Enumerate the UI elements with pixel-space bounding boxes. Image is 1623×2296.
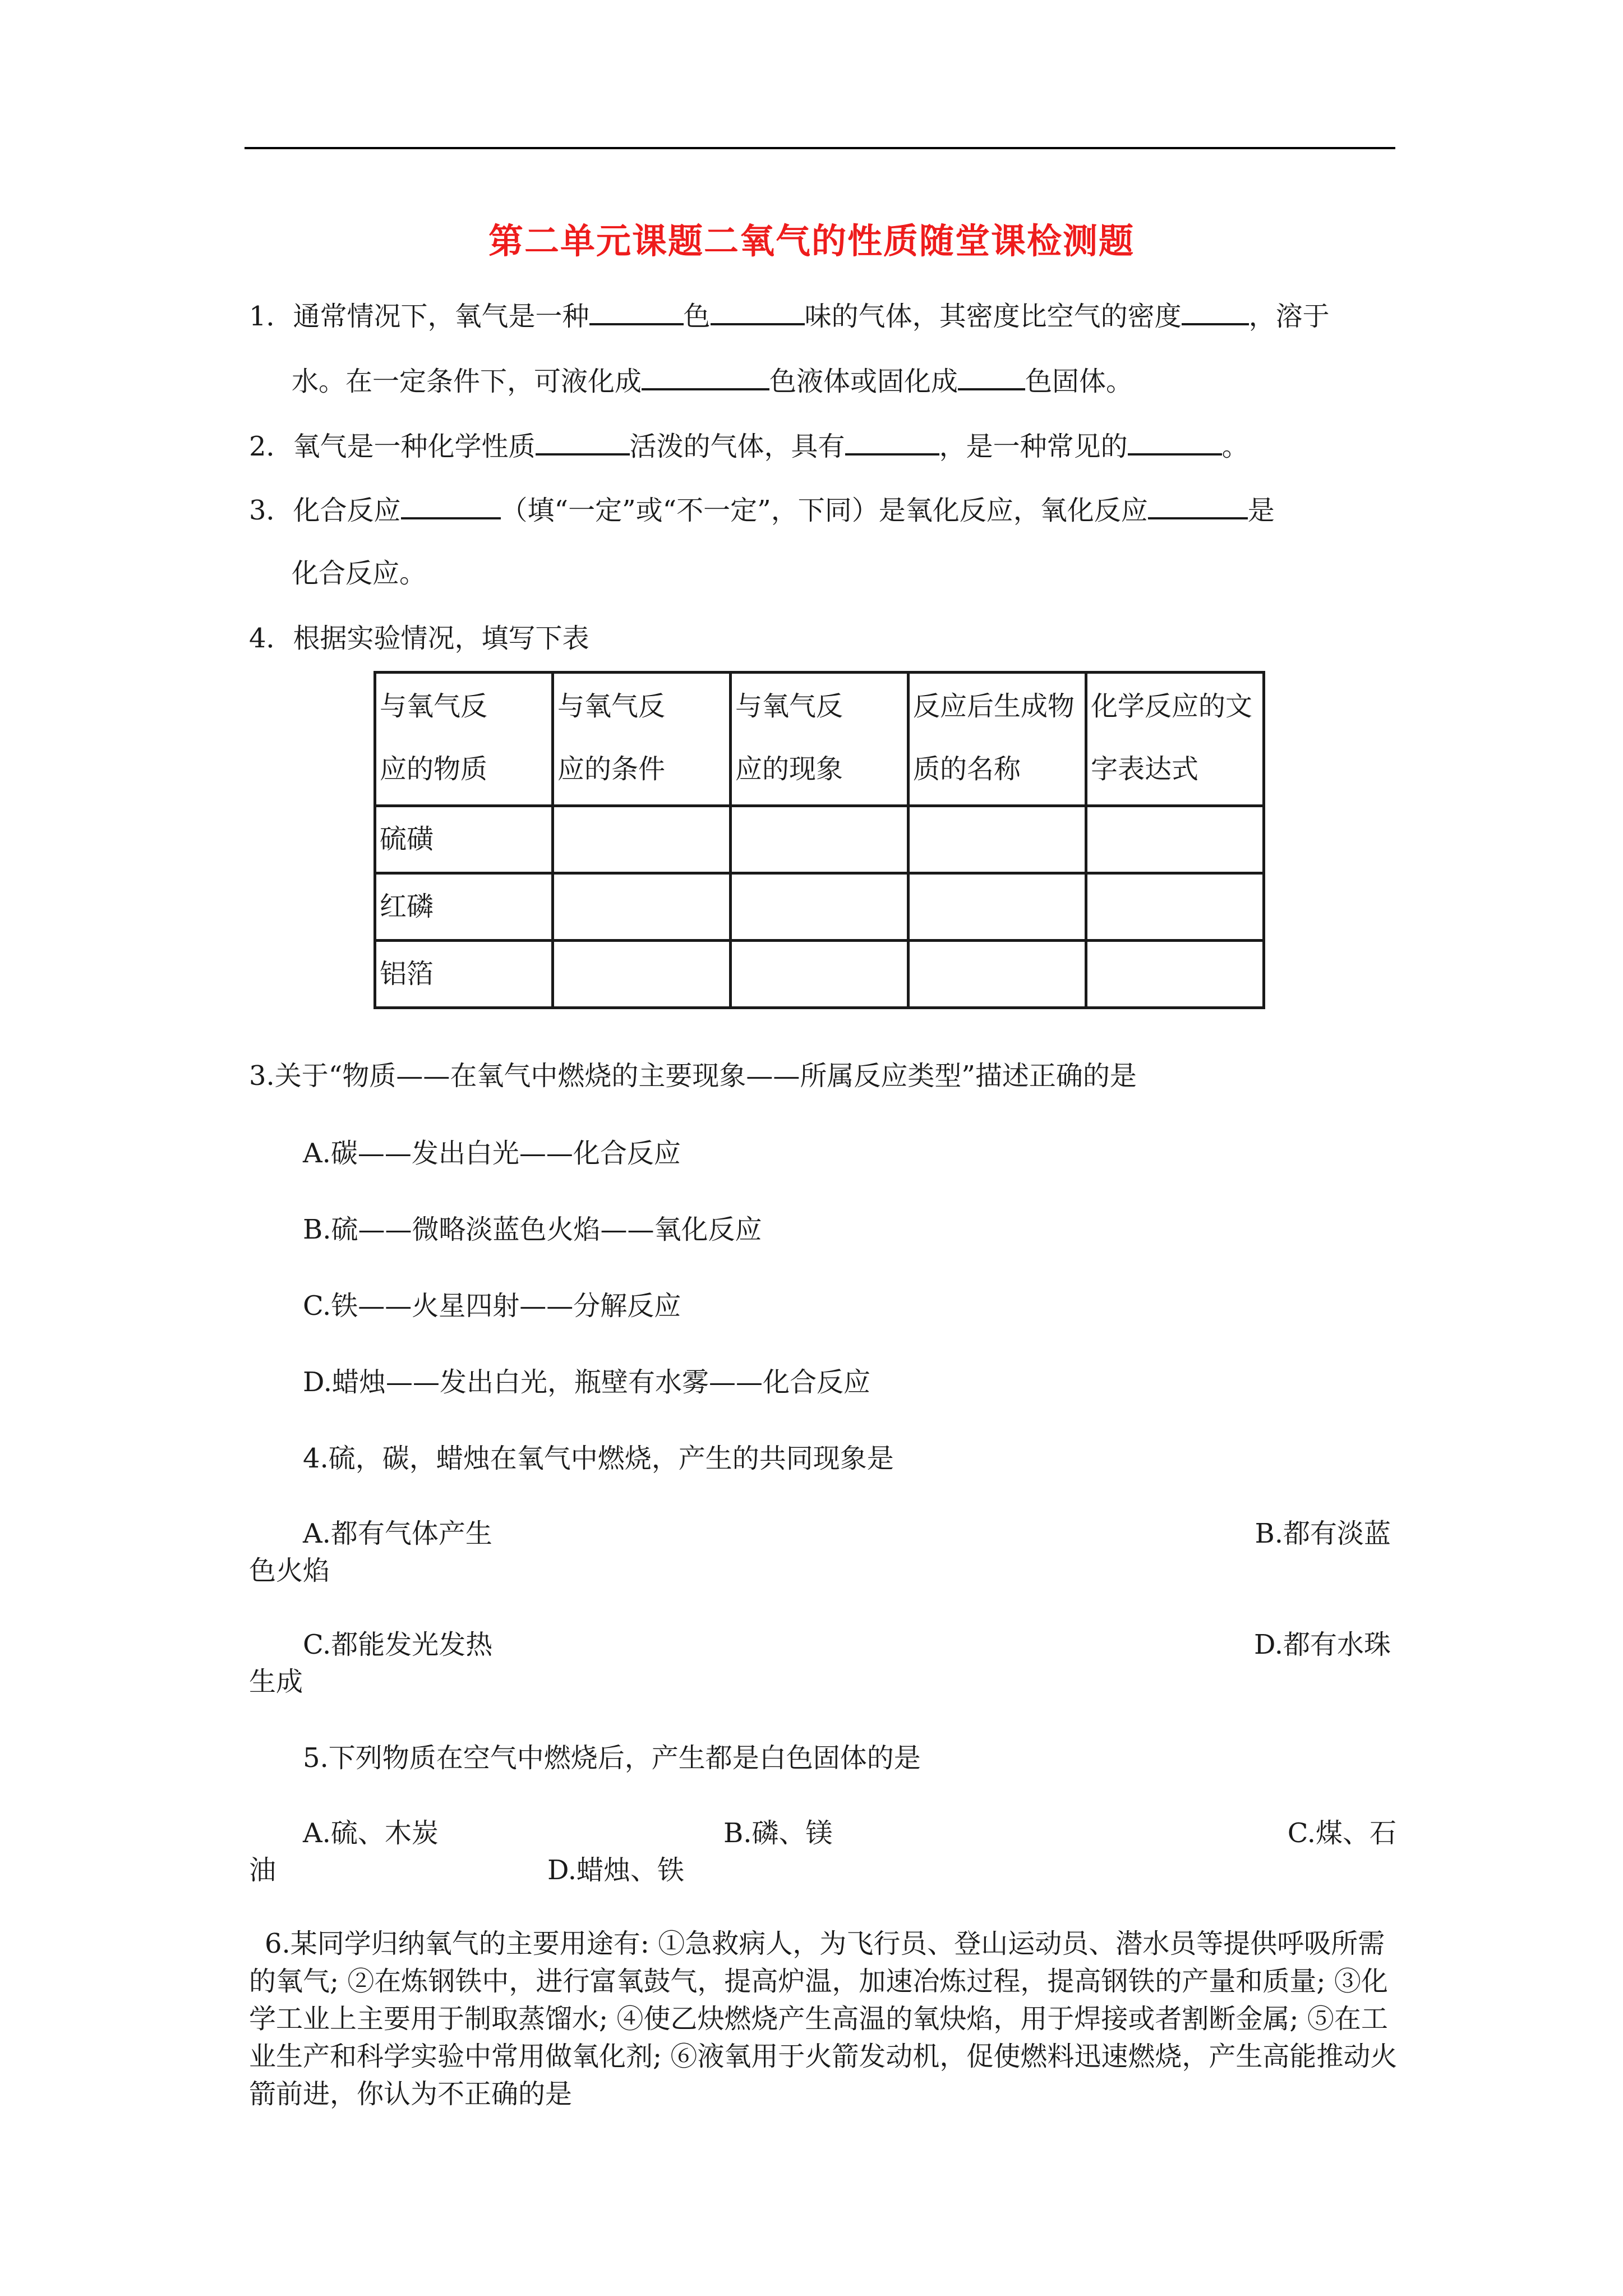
q1-text: 色固体。 bbox=[1025, 366, 1133, 397]
q3-blank-1[interactable] bbox=[401, 493, 501, 519]
experiment-table bbox=[374, 671, 1265, 1009]
mc5-option-d[interactable]: D.蜡烛、铁 bbox=[547, 1855, 685, 1886]
mc5-stem: 5.下列物质在空气中燃烧后，产生都是白色固体的是 bbox=[303, 1742, 921, 1774]
table-row bbox=[375, 873, 1264, 941]
question-4-intro: 4．根据实验情况，填写下表 bbox=[249, 623, 589, 654]
mc6-stem: 6.某同学归纳氧气的主要用途有: ①急救病人，为飞行员、登山运动员、潜水员等提供呼吸所需的氧气; ②在炼钢铁中，进行富氧鼓气，提高炉温，加速冶炼过程，提高钢铁的产量和质量; ③化学工业上主要用于制取蒸馏水; ④使乙炔燃烧产生高温的氧炔焰，用于焊接或者割断金属; ⑤在工业生产和科学实验中常用做氧化剂; ⑥液氧用于火箭发动机，促使燃料迅速燃烧，产生高能推动火箭前进，你认为不正确的是 bbox=[249, 1928, 1398, 2110]
mc5-option-a[interactable]: A.硫、木炭 bbox=[303, 1818, 439, 1849]
q2-blank-2[interactable] bbox=[845, 429, 939, 455]
table-cell-substance: 硫磺 bbox=[375, 806, 553, 873]
mc3-stem: 3.关于“物质——在氧气中燃烧的主要现象——所属反应类型”描述正确的是 bbox=[249, 1060, 1137, 1092]
mc4-option-b[interactable]: B.都有淡蓝 bbox=[1255, 1518, 1391, 1549]
mc3-option-d[interactable]: D.蜡烛——发出白光，瓶壁有水雾——化合反应 bbox=[303, 1366, 871, 1398]
table-cell-substance: 铝箔 bbox=[375, 941, 553, 1008]
table-cell-answer[interactable] bbox=[553, 941, 731, 1008]
mc3-option-b[interactable]: B.硫——微略淡蓝色火焰——氧化反应 bbox=[303, 1214, 762, 1245]
q2-text: 。 bbox=[1221, 431, 1249, 462]
table-row bbox=[375, 806, 1264, 873]
table-cell-answer[interactable] bbox=[909, 806, 1086, 873]
q3-text: 3．化合反应 bbox=[249, 495, 401, 526]
q3-text: 是 bbox=[1247, 495, 1275, 526]
mc3-option-c[interactable]: C.铁——火星四射——分解反应 bbox=[303, 1290, 681, 1322]
q3-blank-2[interactable] bbox=[1148, 493, 1248, 519]
question-1-line-1 bbox=[249, 298, 1330, 333]
table-cell-answer[interactable] bbox=[731, 806, 909, 873]
mc5-option-b[interactable]: B.磷、镁 bbox=[723, 1818, 833, 1849]
table-header-cell: 反应后生成物 质的名称 bbox=[909, 673, 1086, 806]
question-3-line-1 bbox=[249, 493, 1275, 527]
table-header-cell: 化学反应的文 字表达式 bbox=[1086, 673, 1264, 806]
table-cell-answer[interactable] bbox=[1086, 806, 1264, 873]
q1-text: 色液体或固化成 bbox=[769, 366, 958, 397]
q1-text: 1．通常情况下，氧气是一种 bbox=[249, 301, 589, 332]
q1-blank-solid-color[interactable] bbox=[958, 364, 1025, 390]
q2-text: 活泼的气体，具有 bbox=[629, 431, 845, 462]
table-row bbox=[375, 941, 1264, 1008]
q3-text: （填“一定”或“不一定”，下同）是氧化反应，氧化反应 bbox=[500, 495, 1148, 526]
table-cell-answer[interactable] bbox=[1086, 941, 1264, 1008]
table-cell-answer[interactable] bbox=[731, 873, 909, 941]
table-cell-answer[interactable] bbox=[909, 941, 1086, 1008]
q1-blank-liquid-color[interactable] bbox=[642, 364, 769, 390]
page-title: 第二单元课题二氧气的性质随堂课检测题 bbox=[488, 220, 1135, 261]
mc5-option-c-wrap: 油 bbox=[249, 1855, 276, 1886]
table-cell-answer[interactable] bbox=[731, 941, 909, 1008]
q3-text: 化合反应。 bbox=[292, 558, 427, 589]
q2-text: ，是一种常见的 bbox=[939, 431, 1128, 462]
q1-text: 水。在一定条件下，可液化成 bbox=[292, 366, 642, 397]
q1-blank-smell[interactable] bbox=[711, 298, 805, 325]
mc4-option-d-wrap: 生成 bbox=[249, 1666, 303, 1697]
mc3-option-a[interactable]: A.碳——发出白光——化合反应 bbox=[303, 1138, 681, 1169]
mc4-stem: 4.硫，碳，蜡烛在氧气中燃烧，产生的共同现象是 bbox=[303, 1443, 894, 1474]
q1-blank-density[interactable] bbox=[1182, 298, 1249, 325]
table-cell-answer[interactable] bbox=[909, 873, 1086, 941]
table-cell-answer[interactable] bbox=[1086, 873, 1264, 941]
q1-text: 味的气体，其密度比空气的密度 bbox=[804, 301, 1182, 332]
q2-blank-3[interactable] bbox=[1128, 429, 1222, 455]
table-header-cell: 与氧气反 应的条件 bbox=[553, 673, 731, 806]
table-cell-substance: 红磷 bbox=[375, 873, 553, 941]
table-cell-answer[interactable] bbox=[553, 873, 731, 941]
mc4-option-a[interactable]: A.都有气体产生 bbox=[303, 1518, 492, 1549]
mc4-option-b-wrap: 色火焰 bbox=[249, 1555, 330, 1586]
table-header-cell: 与氧气反 应的现象 bbox=[731, 673, 909, 806]
mc4-option-c[interactable]: C.都能发光发热 bbox=[303, 1629, 493, 1660]
header-rule bbox=[245, 147, 1395, 149]
q2-text: 2．氧气是一种化学性质 bbox=[249, 431, 536, 462]
mc5-option-c[interactable]: C.煤、石 bbox=[1287, 1818, 1396, 1849]
table-header-row bbox=[375, 673, 1264, 806]
table-cell-answer[interactable] bbox=[553, 806, 731, 873]
q2-blank-1[interactable] bbox=[536, 429, 630, 455]
q1-text: 色 bbox=[683, 301, 711, 332]
table-header-cell: 与氧气反 应的物质 bbox=[375, 673, 553, 806]
q1-text: ，溶于 bbox=[1248, 301, 1330, 332]
mc4-option-d[interactable]: D.都有水珠 bbox=[1253, 1629, 1391, 1660]
question-3-line-2 bbox=[292, 556, 426, 590]
q1-blank-color[interactable] bbox=[589, 298, 684, 325]
question-2 bbox=[249, 429, 1249, 463]
question-1-line-2 bbox=[292, 364, 1133, 398]
